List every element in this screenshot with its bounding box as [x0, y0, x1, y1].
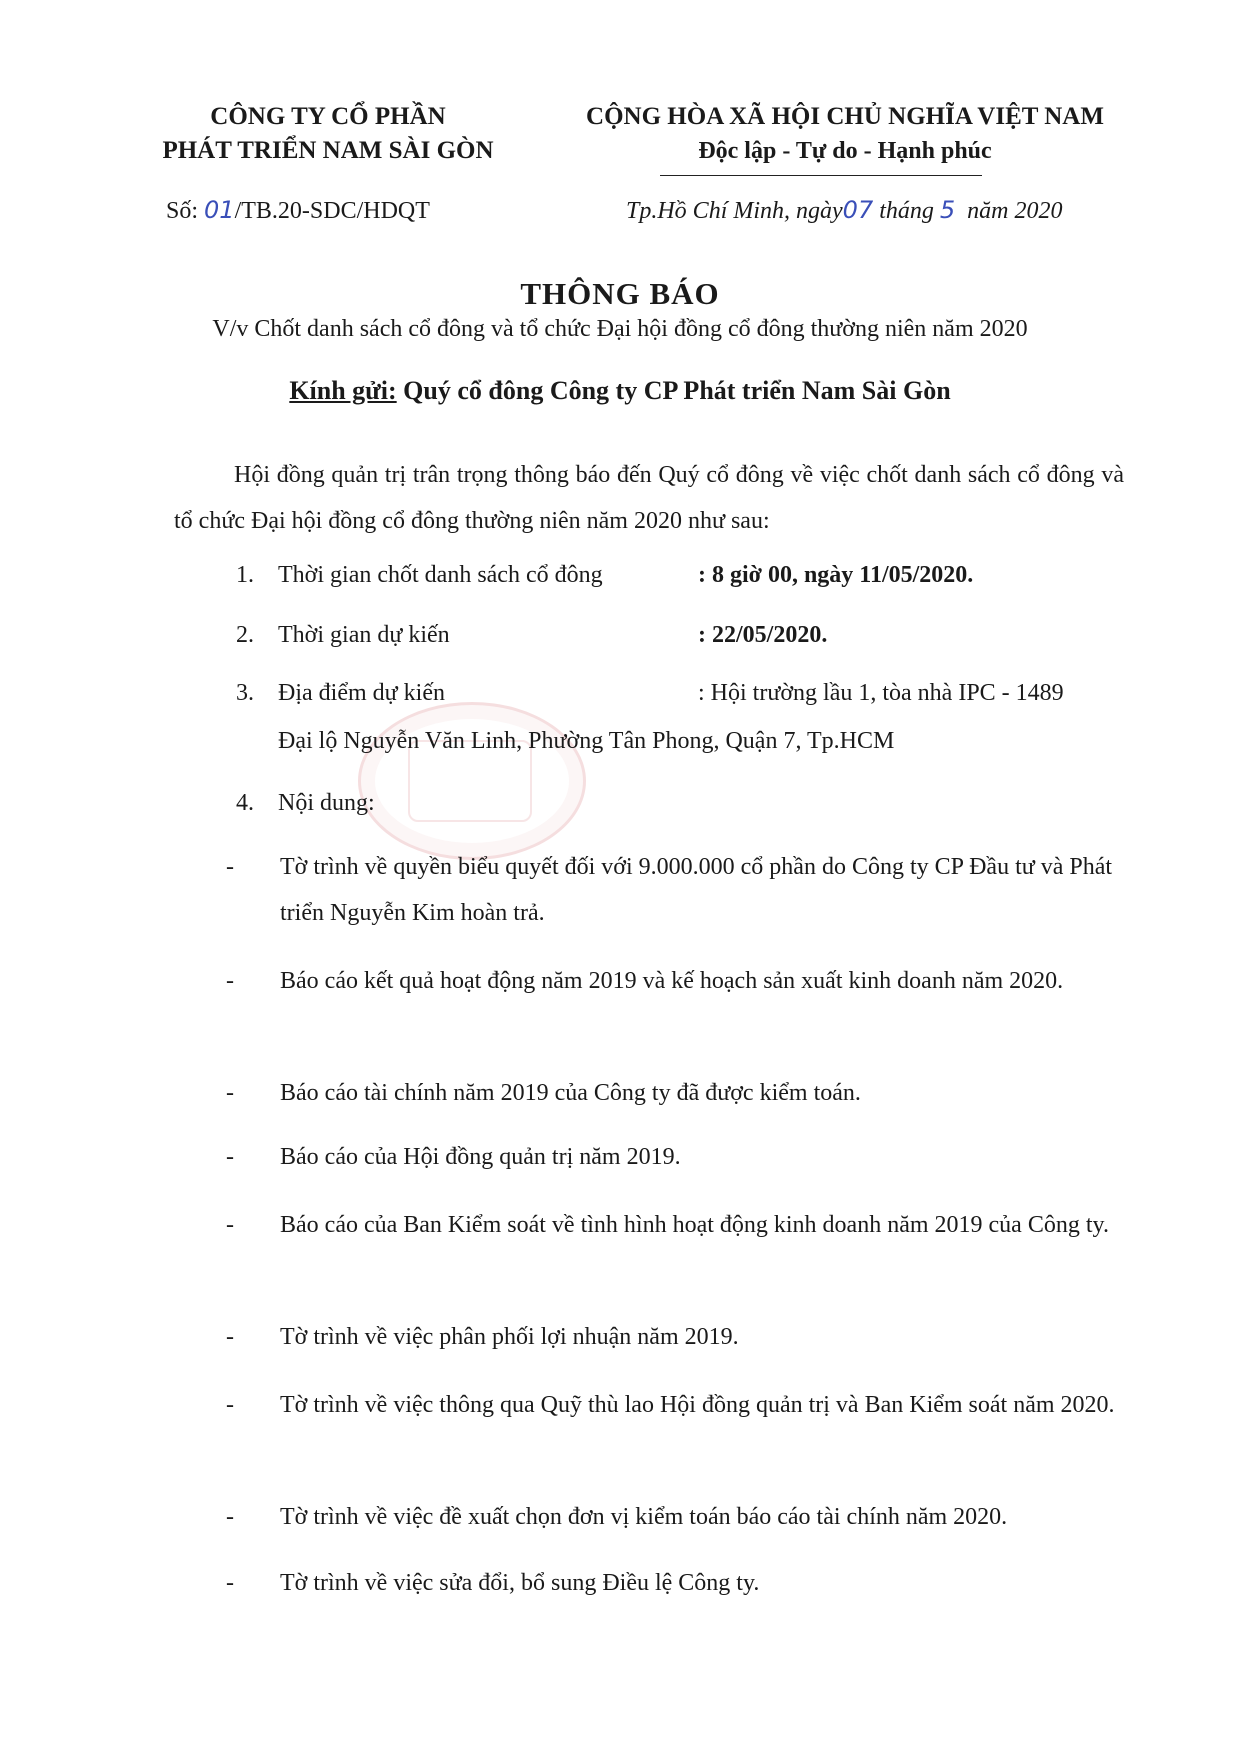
bullet-dash: - — [226, 854, 234, 880]
bullet-dash: - — [226, 1212, 234, 1238]
document-number — [166, 196, 430, 225]
item-label: Nội dung: — [278, 790, 375, 816]
company-name-line1: CÔNG TY CỔ PHẦN — [210, 103, 446, 130]
bullet-dash: - — [226, 968, 234, 994]
doc-no-handwritten: 01 — [204, 196, 235, 224]
item-number: 3. — [236, 680, 254, 706]
notice-subtitle: V/v Chốt danh sách cổ đông và tổ chức Đại hội đồng cổ đông thường niên năm 2020 — [212, 316, 1028, 342]
document-date — [626, 196, 1063, 225]
bullet-dash: - — [226, 1392, 234, 1418]
agenda-text: Tờ trình về việc phân phối lợi nhuận năm 2019. — [280, 1324, 739, 1350]
date-day: 07 — [842, 196, 874, 224]
national-header — [520, 100, 1170, 168]
notice-title: THÔNG BÁO — [520, 276, 720, 311]
recipient-line — [0, 376, 1240, 406]
item-label: Thời gian chốt danh sách cổ đông — [278, 562, 603, 588]
date-month-label: tháng — [879, 198, 934, 224]
item-value: : 8 giờ 00, ngày 11/05/2020. — [698, 562, 974, 588]
agenda-text: Báo cáo tài chính năm 2019 của Công ty đã được kiểm toán. — [280, 1080, 861, 1106]
agenda-text: Báo cáo của Ban Kiểm soát về tình hình hoạt động kinh doanh năm 2019 của Công ty. — [280, 1212, 1109, 1238]
agenda-text: Tờ trình về quyền biểu quyết đối với 9.000.000 cổ phần do Công ty CP Đầu tư và Phát triển Nguyễn Kim hoàn trả. — [280, 854, 1113, 926]
bullet-dash: - — [226, 1080, 234, 1106]
item-label: Địa điểm dự kiến — [278, 680, 445, 706]
national-motto: Độc lập - Tự do - Hạnh phúc — [698, 138, 992, 164]
agenda-text: Tờ trình về việc đề xuất chọn đơn vị kiểm toán báo cáo tài chính năm 2020. — [280, 1504, 1008, 1530]
company-name-line2: PHÁT TRIỂN NAM SÀI GÒN — [162, 137, 494, 164]
item-number: 1. — [236, 562, 254, 588]
date-year: năm 2020 — [967, 198, 1063, 224]
item-label: Thời gian dự kiến — [278, 622, 450, 648]
recipient-text: Quý cổ đông Công ty CP Phát triển Nam Sài Gòn — [396, 376, 951, 405]
agenda-text: Báo cáo của Hội đồng quản trị năm 2019. — [280, 1144, 681, 1170]
address-continuation: Đại lộ Nguyễn Văn Linh, Phường Tân Phong, Quận 7, Tp.HCM — [278, 728, 895, 754]
date-prefix: Tp.Hồ Chí Minh, ngày — [626, 198, 843, 224]
bullet-dash: - — [226, 1324, 234, 1350]
item-value: : Hội trường lầu 1, tòa nhà IPC - 1489 — [698, 680, 1064, 706]
doc-no-prefix: Số: — [166, 198, 205, 224]
bullet-dash: - — [226, 1570, 234, 1596]
intro-paragraph: Hội đồng quản trị trân trọng thông báo đến Quý cổ đông về việc chốt danh sách cổ đông và tổ chức Đại hội đồng cổ đông thường niên năm 2020 như sau: — [174, 462, 1124, 534]
agenda-text: Tờ trình về việc thông qua Quỹ thù lao Hội đồng quản trị và Ban Kiểm soát năm 2020. — [280, 1392, 1115, 1418]
company-header — [118, 100, 538, 168]
agenda-text: Báo cáo kết quả hoạt động năm 2019 và kế hoạch sản xuất kinh doanh năm 2020. — [280, 968, 1064, 994]
motto-underline — [660, 175, 982, 176]
country-name: CỘNG HÒA XÃ HỘI CHỦ NGHĨA VIỆT NAM — [586, 103, 1104, 130]
item-number: 2. — [236, 622, 254, 648]
bullet-dash: - — [226, 1504, 234, 1530]
item-value: : 22/05/2020. — [698, 622, 828, 648]
recipient-label: Kính gửi: — [289, 376, 397, 405]
item-number: 4. — [236, 790, 254, 816]
date-month: 5 — [939, 196, 956, 224]
agenda-text: Tờ trình về việc sửa đổi, bổ sung Điều lệ Công ty. — [280, 1570, 760, 1596]
doc-no-suffix: /TB.20-SDC/HDQT — [234, 198, 430, 224]
bullet-dash: - — [226, 1144, 234, 1170]
